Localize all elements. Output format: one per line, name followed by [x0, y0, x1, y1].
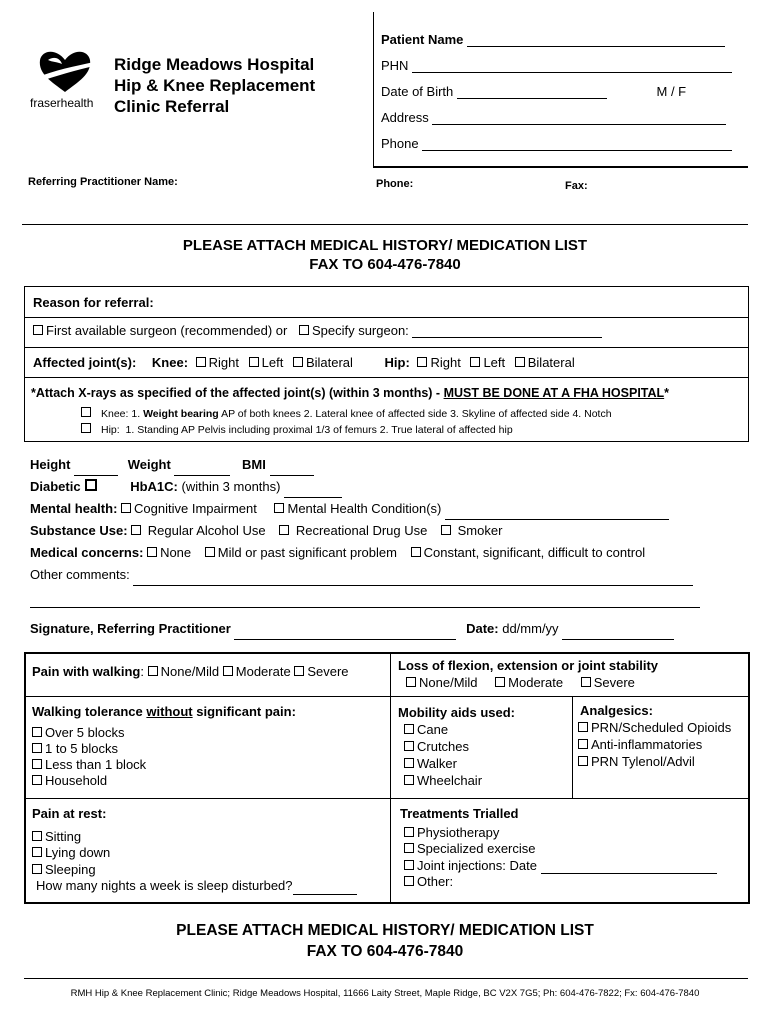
signature-label: Signature, Referring Practitioner [30, 621, 231, 636]
cognitive-checkbox[interactable] [121, 503, 131, 513]
xray-suffix: * [664, 386, 670, 400]
walk-option-label: Over 5 blocks [45, 725, 125, 740]
rest-option-checkbox[interactable] [32, 847, 42, 857]
mobility-option-checkbox[interactable] [404, 724, 414, 734]
walk-option-label: Household [45, 773, 108, 788]
rest-option-label: Lying down [45, 845, 111, 860]
loss-none-label: None/Mild [419, 675, 478, 690]
treatment-option-checkbox[interactable] [404, 860, 414, 870]
notice-line-2: FAX TO 604-476-7840 [309, 256, 461, 273]
notice-line-1: PLEASE ATTACH MEDICAL HISTORY/ MEDICATION LIST [182, 237, 588, 254]
knee-xray-rest: AP of both knees 2. Lateral knee of affected side 3. Skyline of affected side 4. Notch [221, 408, 612, 420]
measures-row [30, 454, 750, 476]
sex-label[interactable]: M / F [656, 84, 687, 99]
header-divider [373, 12, 374, 166]
knee-left-label: Left [261, 355, 284, 370]
hba1c-label: HbA1C: [130, 479, 178, 494]
dob-field[interactable] [457, 98, 607, 99]
mobility-option-checkbox[interactable] [404, 775, 414, 785]
knee-xray-row [81, 407, 612, 420]
diabetic-row [30, 476, 750, 498]
notice-top [0, 236, 770, 274]
title-line-3: Clinic Referral [114, 97, 230, 116]
treatment-option-label: Physiotherapy [417, 824, 500, 840]
walk-option-checkbox[interactable] [32, 759, 42, 769]
concerns-constant-checkbox[interactable] [411, 547, 421, 557]
xray-instruction [31, 386, 669, 400]
treatments-block [398, 806, 717, 891]
knee-left-checkbox[interactable] [249, 357, 259, 367]
specify-surgeon-field[interactable] [412, 337, 602, 338]
pain-walking-none-label: None/Mild [160, 664, 220, 679]
analgesics-label: Analgesics: [580, 703, 653, 718]
smoker-checkbox[interactable] [441, 525, 451, 535]
header-title [114, 54, 315, 117]
knee-right-label: Right [208, 355, 240, 370]
concerns-row [30, 542, 750, 564]
pain-walking-label: Pain with walking [32, 664, 141, 679]
concerns-label: Medical concerns: [30, 545, 144, 560]
hip-bilateral-checkbox[interactable] [515, 357, 525, 367]
mobility-block [398, 704, 515, 789]
pain-walking-row [32, 664, 349, 679]
mental-condition-label: Mental Health Condition(s) [287, 501, 442, 516]
hip-left-label: Left [483, 355, 506, 370]
treatment-option-label: Specialized exercise [417, 841, 536, 856]
hip-right-label: Right [430, 355, 461, 370]
weight-label: Weight [127, 457, 171, 472]
walk-option-checkbox[interactable] [32, 727, 42, 737]
header-rule [373, 166, 748, 168]
concerns-constant-label: Constant, significant, difficult to control [423, 545, 646, 560]
title-line-2: Hip & Knee Replacement [114, 76, 316, 95]
concerns-mild-label: Mild or past significant problem [217, 545, 397, 560]
hip-xray-text: 1. Standing AP Pelvis including proximal 1/3 of femurs 2. True lateral of affected hip [125, 424, 513, 436]
logo-text: fraserhealth [30, 96, 94, 110]
substance-row [30, 520, 750, 542]
hip-xray-checkbox[interactable] [81, 423, 91, 433]
footer-rule [24, 978, 748, 979]
phone-field[interactable] [422, 150, 732, 151]
first-available-checkbox[interactable] [33, 325, 43, 335]
phn-field[interactable] [412, 72, 732, 73]
mobility-option-checkbox[interactable] [404, 741, 414, 751]
mobility-option-checkbox[interactable] [404, 758, 414, 768]
hip-left-checkbox[interactable] [470, 357, 480, 367]
walk-option-label: 1 to 5 blocks [45, 741, 118, 756]
hip-right-checkbox[interactable] [417, 357, 427, 367]
analgesic-option-checkbox[interactable] [578, 756, 588, 766]
referrer-phone-label: Phone: [376, 178, 414, 190]
other-label: Other comments: [30, 567, 130, 582]
reason-label: Reason for referral: [33, 295, 154, 310]
pain-walking-moderate-checkbox[interactable] [223, 666, 233, 676]
date-label: Date: [466, 621, 499, 636]
rest-option-label: Sitting [45, 828, 82, 844]
other-row [30, 564, 750, 586]
date-format: dd/mm/yy [502, 621, 559, 636]
alcohol-checkbox[interactable] [131, 525, 141, 535]
knee-xray-1: 1. [131, 408, 141, 420]
pain-walking-severe-label: Severe [307, 664, 349, 679]
referral-box [24, 286, 749, 442]
rest-option-checkbox[interactable] [32, 831, 42, 841]
referrer-rule [22, 224, 748, 225]
mental-label: Mental health: [30, 501, 118, 516]
walk-option-label: Less than 1 block [45, 757, 147, 772]
treatment-option-label: Joint injections: Date [417, 857, 537, 873]
pain-walking-none-checkbox[interactable] [148, 666, 158, 676]
walking-tolerance-block [32, 704, 296, 789]
signature-field[interactable] [234, 639, 456, 640]
pain-walking-severe-checkbox[interactable] [294, 666, 304, 676]
substance-label: Substance Use: [30, 523, 128, 538]
patient-block [381, 32, 741, 162]
hip-label: Hip: [384, 355, 410, 370]
nights-label: How many nights a week is sleep disturbed? [36, 878, 293, 893]
signature-row [30, 618, 750, 640]
dob-label: Date of Birth [381, 84, 454, 99]
loss-moderate-checkbox[interactable] [495, 677, 505, 687]
walking-tolerance-part-3: significant pain: [196, 704, 296, 719]
phone-label: Phone [381, 136, 419, 151]
mental-row [30, 498, 750, 520]
referrer-fax-label: Fax: [565, 180, 588, 192]
analgesic-option-label: Anti-inflammatories [591, 737, 703, 752]
address-label: Address [381, 110, 429, 125]
hba1c-note: (within 3 months) [181, 479, 281, 494]
xray-must: MUST BE DONE AT A FHA HOSPITAL [443, 386, 665, 400]
concerns-none-checkbox[interactable] [147, 547, 157, 557]
phn-label: PHN [381, 58, 409, 73]
notice-bottom-line-2: FAX TO 604-476-7840 [306, 943, 464, 960]
mobility-option-label: Walker [417, 756, 457, 771]
assessment-grid [24, 652, 750, 904]
knee-xray-wb: Weight bearing [143, 408, 219, 420]
pain-walking-colon: : [140, 664, 144, 679]
treatment-option-checkbox[interactable] [404, 876, 414, 886]
loss-moderate-label: Moderate [508, 675, 564, 690]
loss-severe-checkbox[interactable] [581, 677, 591, 687]
date-field[interactable] [562, 639, 674, 640]
analgesics-block [578, 702, 731, 770]
mobility-label: Mobility aids used: [398, 705, 516, 720]
loss-flexion-block [398, 658, 658, 690]
knee-label: Knee: [151, 355, 189, 370]
knee-bilateral-label: Bilateral [305, 355, 353, 370]
mobility-option-label: Wheelchair [417, 773, 483, 788]
drug-label: Recreational Drug Use [295, 523, 428, 538]
joints-label: Affected joint(s): [33, 355, 137, 370]
surgeon-row [33, 323, 602, 338]
other-field-2[interactable] [30, 607, 700, 608]
bmi-label: BMI [242, 457, 266, 472]
treatments-label: Treatments Trialled [400, 806, 519, 821]
fraserhealth-logo [30, 48, 102, 116]
mobility-option-label: Cane [417, 722, 449, 737]
loss-flexion-label: Loss of flexion, extension or joint stability [398, 658, 659, 673]
pain-rest-label: Pain at rest: [32, 806, 107, 821]
walking-tolerance-label [32, 704, 296, 720]
rest-option-label: Sleeping [45, 861, 96, 877]
loss-severe-label: Severe [593, 675, 635, 690]
pain-rest-block [32, 806, 357, 895]
walking-tolerance-part-1: Walking tolerance [32, 704, 143, 719]
first-available-label: First available surgeon (recommended) or [46, 323, 288, 338]
analgesic-option-label: PRN Tylenol/Advil [591, 754, 695, 769]
joints-row [33, 355, 575, 370]
knee-xray-checkbox[interactable] [81, 407, 91, 417]
analgesic-option-checkbox[interactable] [578, 722, 588, 732]
walk-option-checkbox[interactable] [32, 775, 42, 785]
xray-prefix: *Attach X-rays as specified of the affected joint(s) (within 3 months) - [31, 386, 444, 400]
diabetic-label: Diabetic [30, 479, 81, 494]
notice-bottom-line-1: PLEASE ATTACH MEDICAL HISTORY/ MEDICATION LIST [176, 922, 594, 939]
specify-surgeon-label: Specify surgeon: [311, 323, 409, 338]
address-field[interactable] [432, 124, 726, 125]
concerns-mild-checkbox[interactable] [205, 547, 215, 557]
injection-date-field[interactable] [541, 873, 717, 874]
analgesic-option-checkbox[interactable] [578, 739, 588, 749]
hip-xray-label: Hip: [101, 424, 120, 436]
patient-name-field[interactable] [467, 46, 725, 47]
alcohol-label: Regular Alcohol Use [147, 523, 266, 538]
smoker-label: Smoker [457, 523, 503, 538]
diabetic-checkbox[interactable] [85, 479, 97, 491]
walking-tolerance-part-2: without [146, 704, 193, 719]
cognitive-label: Cognitive Impairment [134, 501, 257, 516]
loss-none-checkbox[interactable] [406, 677, 416, 687]
notice-bottom [0, 920, 770, 962]
analgesic-option-label: PRN/Scheduled Opioids [591, 720, 732, 735]
title-line-1: Ridge Meadows Hospital [114, 55, 315, 74]
other-row-2 [30, 586, 750, 608]
health-section [30, 454, 750, 640]
drug-checkbox[interactable] [279, 525, 289, 535]
referrer-name-label: Referring Practitioner Name: [28, 176, 178, 188]
treatment-option-checkbox[interactable] [404, 827, 414, 837]
pain-walking-moderate-label: Moderate [235, 664, 291, 679]
specify-surgeon-checkbox[interactable] [299, 325, 309, 335]
walk-option-checkbox[interactable] [32, 743, 42, 753]
knee-bilateral-checkbox[interactable] [293, 357, 303, 367]
knee-xray-label: Knee: [101, 408, 129, 420]
treatment-option-checkbox[interactable] [404, 843, 414, 853]
nights-field[interactable] [293, 894, 357, 895]
mobility-option-label: Crutches [417, 739, 470, 754]
treatment-option-label: Other: [417, 874, 454, 889]
knee-right-checkbox[interactable] [196, 357, 206, 367]
mental-condition-checkbox[interactable] [274, 503, 284, 513]
footer-address: RMH Hip & Knee Replacement Clinic; Ridge Meadows Hospital, 11666 Laity Street, Maple Ridge, BC V2X 7G5; Ph: 604-476-7822; Fx: 604-476-7840 [70, 988, 700, 999]
hip-bilateral-label: Bilateral [527, 355, 575, 370]
rest-option-checkbox[interactable] [32, 864, 42, 874]
heart-logo-icon [34, 48, 96, 94]
height-label: Height [30, 457, 71, 472]
concerns-none-label: None [160, 545, 192, 560]
patient-name-label: Patient Name [381, 32, 464, 47]
hip-xray-row [81, 423, 513, 436]
